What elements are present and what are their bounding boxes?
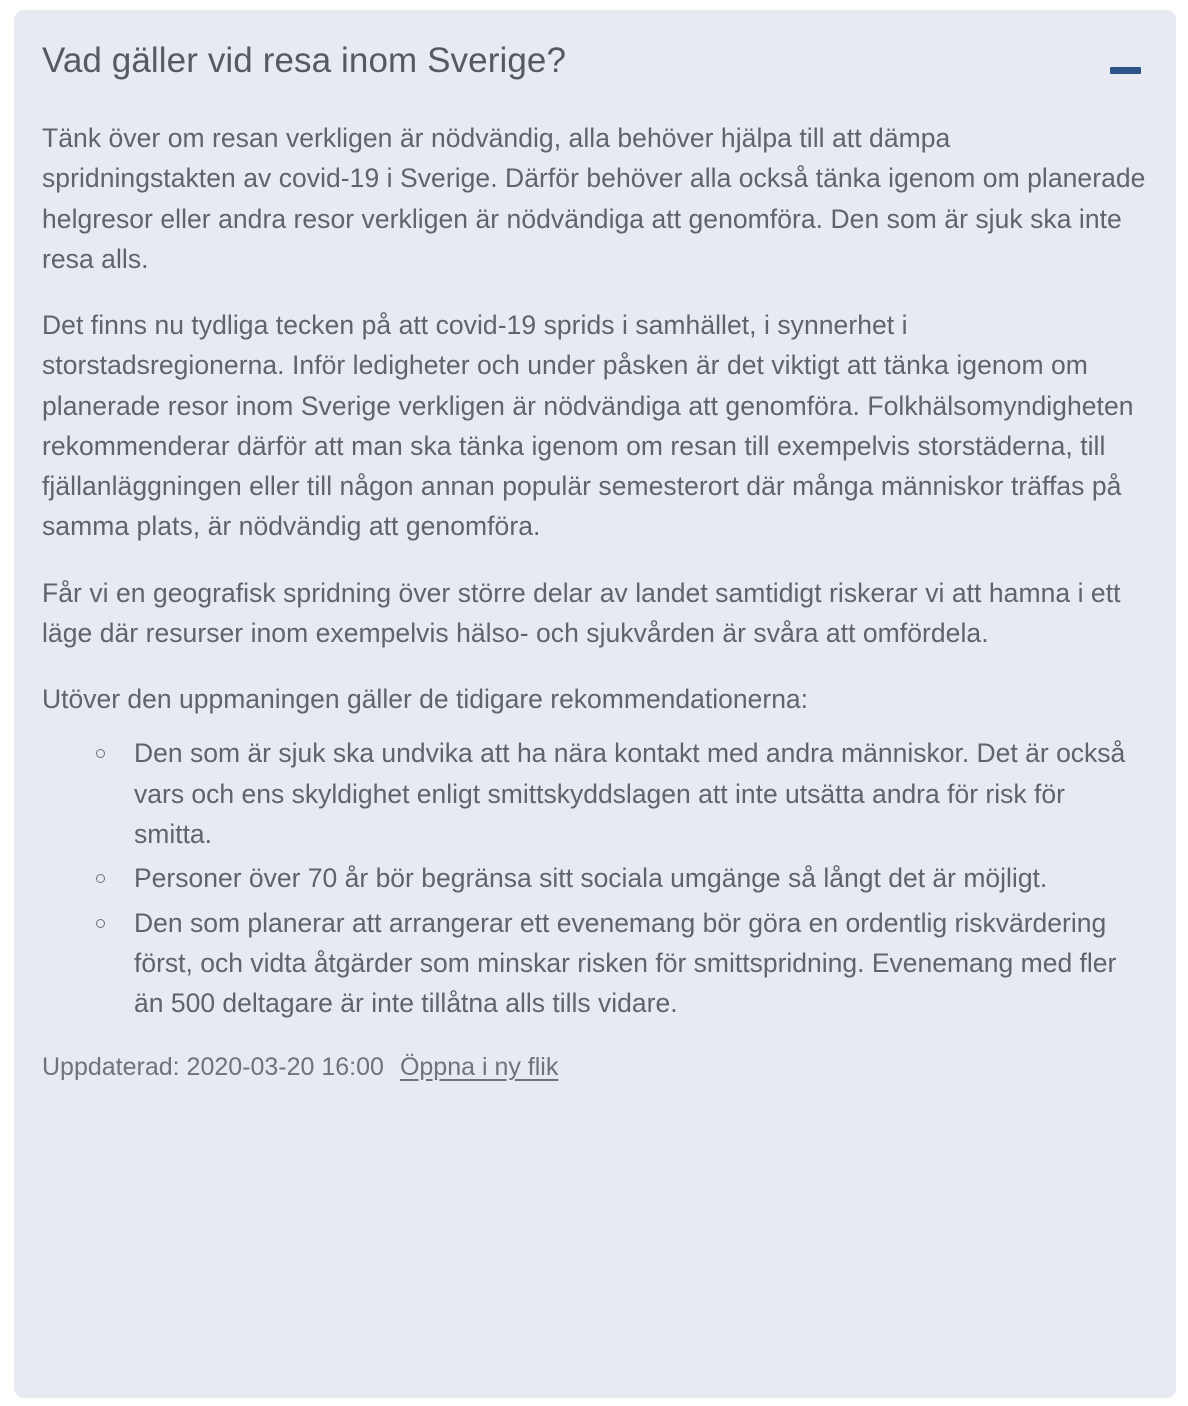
card-header <box>42 40 1148 92</box>
open-in-new-tab-link[interactable]: Öppna i ny flik <box>399 1053 559 1082</box>
list-item: Den som är sjuk ska undvika att ha nära kontakt med andra människor. Det är också vars och ens skyldighet enligt smittskyddslagen att inte utsätta andra för risk för smitta. <box>96 733 1148 854</box>
list-item: Personer över 70 år bör begränsa sitt sociala umgänge så långt det är möjligt. <box>96 858 1148 898</box>
recommendations-list <box>42 733 1148 1023</box>
recommendations-intro: Utöver den uppmaningen gäller de tidigare rekommendationerna: <box>42 684 809 715</box>
card-footer <box>42 1051 1148 1084</box>
paragraph-3: Får vi en geografisk spridning över större delar av landet samtidigt riskerar vi att hamna i ett läge där resurser inom exempelvis hälso- och sjukvården är svåra att omfördela. <box>42 577 1121 648</box>
paragraph-1: Tänk över om resan verkligen är nödvändig, alla behöver hjälpa till att dämpa spridningstakten av covid-19 i Sverige. Därför behöver alla också tänka igenom om planerade helgresor eller andra resor verkligen är nödvändiga att genomföra. Den som är sjuk ska inte resa alls. <box>42 123 1146 274</box>
collapse-button[interactable] <box>1102 48 1148 92</box>
info-card <box>14 10 1176 1398</box>
paragraph-2: Det finns nu tydliga tecken på att covid-19 sprids i samhället, i synnerhet i storstadsregionerna. Inför ledigheter och under påsken är det viktigt att tänka igenom om planerade resor inom Sverige verkligen är nödvändiga att genomföra. Folkhälsomyndigheten rekommenderar därför att man ska tänka igenom om resan till exempelvis storstäderna, till fjällanläggningen eller till någon annan populär semesterort där många människor träffas på samma plats, är nödvändig att genomföra. <box>42 310 1134 542</box>
page-title: Vad gäller vid resa inom Sverige? <box>42 41 567 80</box>
updated-timestamp: Uppdaterad: 2020-03-20 16:00 <box>42 1053 384 1082</box>
minus-icon <box>1110 67 1141 74</box>
list-item: Den som planerar att arrangerar ett evenemang bör göra en ordentlig riskvärdering först, och vidta åtgärder som minskar risken för smittspridning. Evenemang med fler än 500 deltagare är inte tillåtna alls tills vidare. <box>96 903 1148 1024</box>
